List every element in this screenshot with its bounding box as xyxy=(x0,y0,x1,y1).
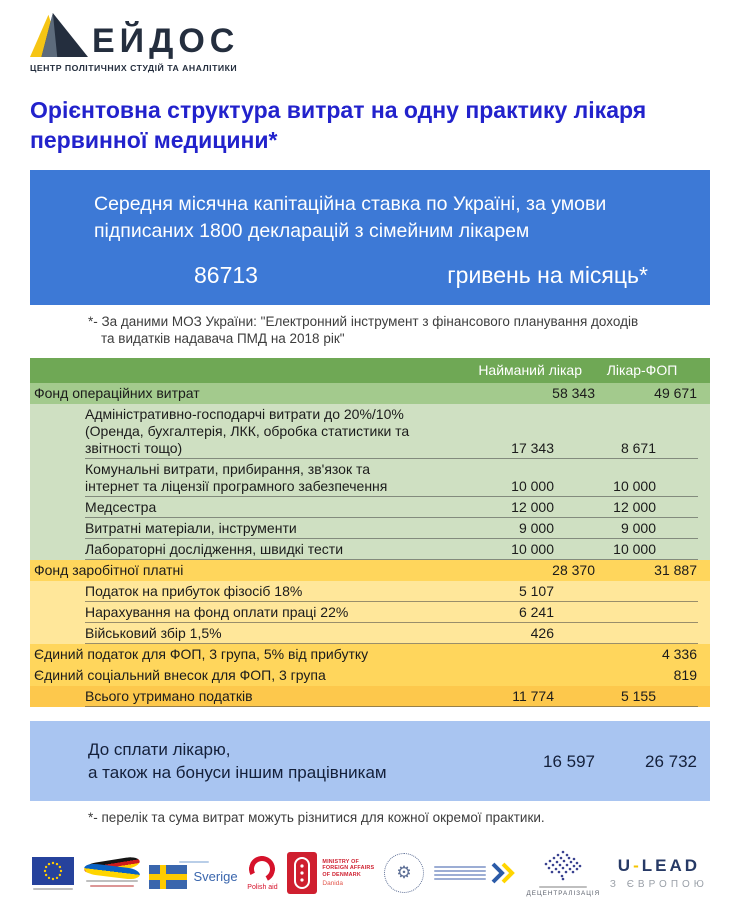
denmark-crest-icon xyxy=(287,852,317,894)
row-value-fop: 4 336 xyxy=(661,646,697,662)
row-label: Медсестра xyxy=(85,499,157,515)
hero-text-line2: підписаних 1800 декларацій з сімейним лікарем xyxy=(94,220,530,242)
table-row xyxy=(30,383,710,404)
row-value-employed: 426 xyxy=(530,625,554,641)
row-value-fop: 49 671 xyxy=(654,385,697,401)
double-chevron-icon xyxy=(491,862,517,884)
polish-aid-logo xyxy=(247,856,277,891)
row-value-fop: 819 xyxy=(673,667,697,683)
total-payout-box xyxy=(30,721,710,801)
polish-aid-ring-icon xyxy=(246,852,279,885)
table-row xyxy=(30,560,710,581)
ulead-dash: - xyxy=(633,856,642,875)
table-row xyxy=(30,581,710,602)
table-header-row xyxy=(30,358,710,383)
chevron-program-logo xyxy=(434,862,517,884)
row-value-employed: 9 000 xyxy=(518,520,554,536)
row-value-fop: 31 887 xyxy=(654,562,697,578)
capitation-rate-box xyxy=(30,170,710,305)
table-row xyxy=(30,644,710,665)
source-note xyxy=(88,313,710,347)
row-value-employed: 10 000 xyxy=(511,478,554,494)
row-value-employed: 11 774 xyxy=(512,688,554,704)
source-note-line1: *- За даними МОЗ України: "Електронний інструмент з фінансового планування доходів xyxy=(88,314,639,329)
german-ukrainian-cooperation-logo xyxy=(84,860,140,887)
denmark-danida-label: Danida xyxy=(322,880,343,888)
row-label: Адміністративно-господарчі витрати до 20%/10% (Оренда, бухгалтерія, ЛКК, обробка статистики та звітності тощо) xyxy=(85,406,410,456)
row-label: Всього утримано податків xyxy=(85,688,253,704)
ulead-u: U xyxy=(617,856,634,875)
header-spacer xyxy=(30,375,424,383)
row-value-employed: 6 241 xyxy=(518,604,554,620)
row-label: Комунальні витрати, прибирання, зв'язок та інтернет та ліцензії програмного забезпечення xyxy=(85,461,388,494)
table-row xyxy=(30,539,710,560)
column-header-employed-doctor: Найманий лікар xyxy=(478,362,582,378)
table-row xyxy=(30,602,710,623)
brand-name: ЕЙДОС xyxy=(92,22,240,60)
decentralization-logo xyxy=(527,849,601,897)
row-value-fop: 5 155 xyxy=(620,688,656,704)
row-value-fop: 9 000 xyxy=(620,520,656,536)
total-value-employed: 16 597 xyxy=(543,751,595,771)
partner-logos-footer xyxy=(30,849,710,897)
row-value-fop: 12 000 xyxy=(613,499,656,515)
denmark-mfa-logo xyxy=(287,852,374,894)
row-label: Витратні матеріали, інструменти xyxy=(85,520,297,536)
chevron-caption-lines xyxy=(434,866,486,880)
capitation-unit: гривень на місяць* xyxy=(447,262,648,288)
table-row xyxy=(30,497,710,518)
row-value-employed: 28 370 xyxy=(552,562,595,578)
row-label: Податок на прибуток фізосіб 18% xyxy=(85,583,303,599)
table-row xyxy=(30,686,710,707)
table-row xyxy=(30,665,710,686)
eu-flag-icon xyxy=(32,857,74,885)
total-label xyxy=(30,738,483,784)
ulead-title xyxy=(618,856,700,876)
denmark-label-line3: OF DENMARK xyxy=(322,871,361,878)
row-label: Лабораторні дослідження, швидкі тести xyxy=(85,541,344,557)
row-value-employed: 10 000 xyxy=(511,541,554,557)
total-label-line1: До сплати лікарю, xyxy=(88,740,231,759)
row-value-fop: 10 000 xyxy=(613,541,656,557)
capitation-amount: 86713 xyxy=(194,262,258,288)
sweden-flag-icon xyxy=(149,865,187,889)
eidos-logo-icon xyxy=(30,12,88,58)
sweden-logo xyxy=(149,858,237,889)
ulead-lead: LEAD xyxy=(641,856,701,875)
row-label: Фонд заробітної платні xyxy=(34,562,184,578)
row-label: Нарахування на фонд оплати праці 22% xyxy=(85,604,349,620)
gear-badge-icon: ⚙ xyxy=(384,853,424,893)
column-header-fop-doctor: Лікар-ФОП xyxy=(606,362,678,378)
bottom-footnote: *- перелік та сума витрат можуть різнитися для кожної окремої практики. xyxy=(88,810,545,825)
ulead-subtitle: З ЄВРОПОЮ xyxy=(609,879,708,890)
decentralization-tree-icon xyxy=(536,849,590,883)
brand-tagline: ЦЕНТР ПОЛІТИЧНИХ СТУДІЙ ТА АНАЛІТИКИ xyxy=(30,63,238,73)
row-value-fop: 10 000 xyxy=(613,478,656,494)
source-note-line2: та видатків надавача ПМД на 2018 рік" xyxy=(101,331,345,346)
sweden-label: Sverige xyxy=(193,869,238,884)
hero-text-line1: Середня місячна капітаційна ставка по Україні, за умови xyxy=(94,193,607,215)
table-row xyxy=(30,518,710,539)
row-value-employed: 12 000 xyxy=(511,499,554,515)
row-value-employed: 17 343 xyxy=(511,440,554,456)
page-title: Орієнтовна структура витрат на одну практику лікаря первинної медицини* xyxy=(30,97,647,153)
row-label: Військовий збір 1,5% xyxy=(85,625,222,641)
table-row xyxy=(30,404,710,459)
row-label: Єдиний соціальний внесок для ФОП, 3 група xyxy=(34,667,326,683)
table-row xyxy=(30,623,710,644)
polish-aid-label: Polish aid xyxy=(247,883,278,891)
eidos-brand xyxy=(30,12,260,73)
ulead-logo xyxy=(610,856,708,890)
row-label: Фонд операційних витрат xyxy=(34,385,200,401)
table-row xyxy=(30,459,710,497)
row-value-employed: 5 107 xyxy=(518,583,554,599)
denmark-label-line2: FOREIGN AFFAIRS xyxy=(322,865,375,872)
row-value-employed: 58 343 xyxy=(552,385,595,401)
cost-table xyxy=(30,358,710,707)
row-label: Єдиний податок для ФОП, 3 група, 5% від прибутку xyxy=(34,646,369,662)
denmark-label-line1: MINISTRY OF xyxy=(322,858,360,865)
total-label-line2: а також на бонуси іншим працівникам xyxy=(88,763,387,782)
row-value-fop: 8 671 xyxy=(620,440,656,456)
total-value-fop: 26 732 xyxy=(645,751,697,771)
decentralization-label: ДЕЦЕНТРАЛІЗАЦІЯ xyxy=(526,890,601,897)
eu-flag-logo xyxy=(32,857,74,890)
